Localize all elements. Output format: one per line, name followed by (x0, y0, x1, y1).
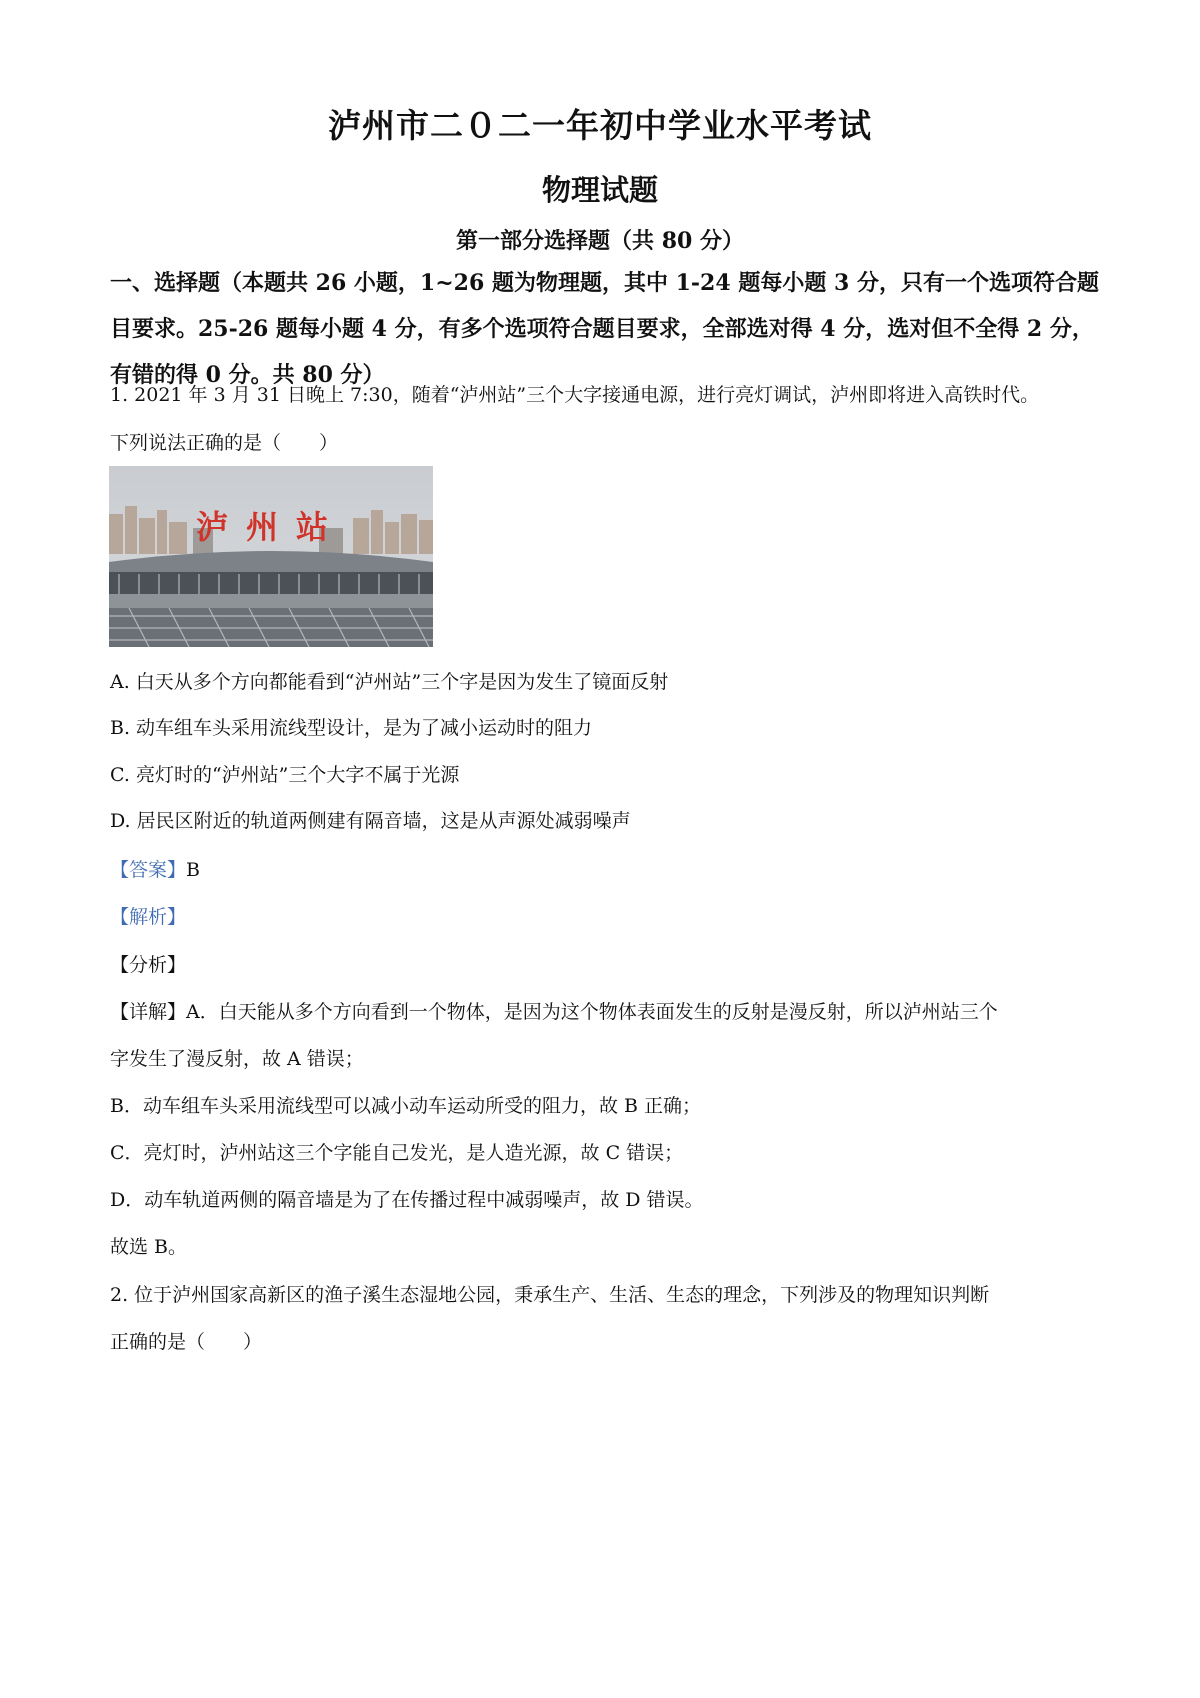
q1-option-a: A. 白天从多个方向都能看到“泸州站”三个字是因为发生了镜面反射 (110, 671, 669, 693)
answer-value: B (186, 859, 200, 881)
q2-stem-line1: 2. 位于泸州国家高新区的渔子溪生态湿地公园，秉承生产、生活、生态的理念，下列涉及的物理知识判断 (110, 1284, 990, 1306)
subject-title: 物理试题 (541, 173, 658, 207)
exam-title: 泸州市二０二一年初中学业水平考试 (328, 106, 872, 145)
q1-option-c: C. 亮灯时的“泸州站”三个大字不属于光源 (110, 764, 460, 786)
analysis-tag: 【解析】 (110, 906, 187, 928)
part-title: 第一部分选择题（共 80 分） (456, 228, 744, 254)
q1-stem-line1: 1. 2021 年 3 月 31 日晚上 7:30，随着“泸州站”三个大字接通电源，进行亮灯调试，泸州即将进入高铁时代。 (110, 384, 1040, 406)
detail-line1: 【详解】A．白天能从多个方向看到一个物体，是因为这个物体表面发生的反射是漫反射，所以泸州站三个 (110, 1001, 998, 1023)
fenxi-tag: 【分析】 (110, 954, 187, 976)
q1-stem-line2: 下列说法正确的是（ ） (110, 432, 339, 454)
detail-d: D．动车轨道两侧的隔音墙是为了在传播过程中减弱噪声，故 D 错误。 (110, 1189, 704, 1211)
answer-tag: 【答案】 (110, 859, 187, 881)
q2-stem-line2: 正确的是（ ） (110, 1331, 263, 1353)
detail-c: C．亮灯时，泸州站这三个字能自己发光，是人造光源，故 C 错误； (110, 1142, 684, 1164)
q1-option-b: B. 动车组车头采用流线型设计，是为了减小运动时的阻力 (110, 717, 593, 739)
station-sign-text: 泸州站 (195, 508, 347, 546)
conclusion: 故选 B。 (110, 1236, 188, 1258)
detail-b: B．动车组车头采用流线型可以减小动车运动所受的阻力，故 B 正确； (110, 1095, 702, 1117)
q1-answer (110, 855, 200, 882)
detail-line2: 字发生了漫反射，故 A 错误； (110, 1048, 364, 1070)
section-instructions: 一、选择题（本题共 26 小题，1~26 题为物理题，其中 1-24 题每小题 3 分，只有一个选项符合题目要求。25-26 题每小题 4 分，有多个选项符合题目要求，全部选对得 4 分，选对但不全得 2 分，有错的得 0 分。共 80 分） (110, 270, 1099, 388)
luzhou-station-photo (109, 466, 433, 647)
q1-option-d: D. 居民区附近的轨道两侧建有隔音墙，这是从声源处减弱噪声 (110, 810, 631, 832)
